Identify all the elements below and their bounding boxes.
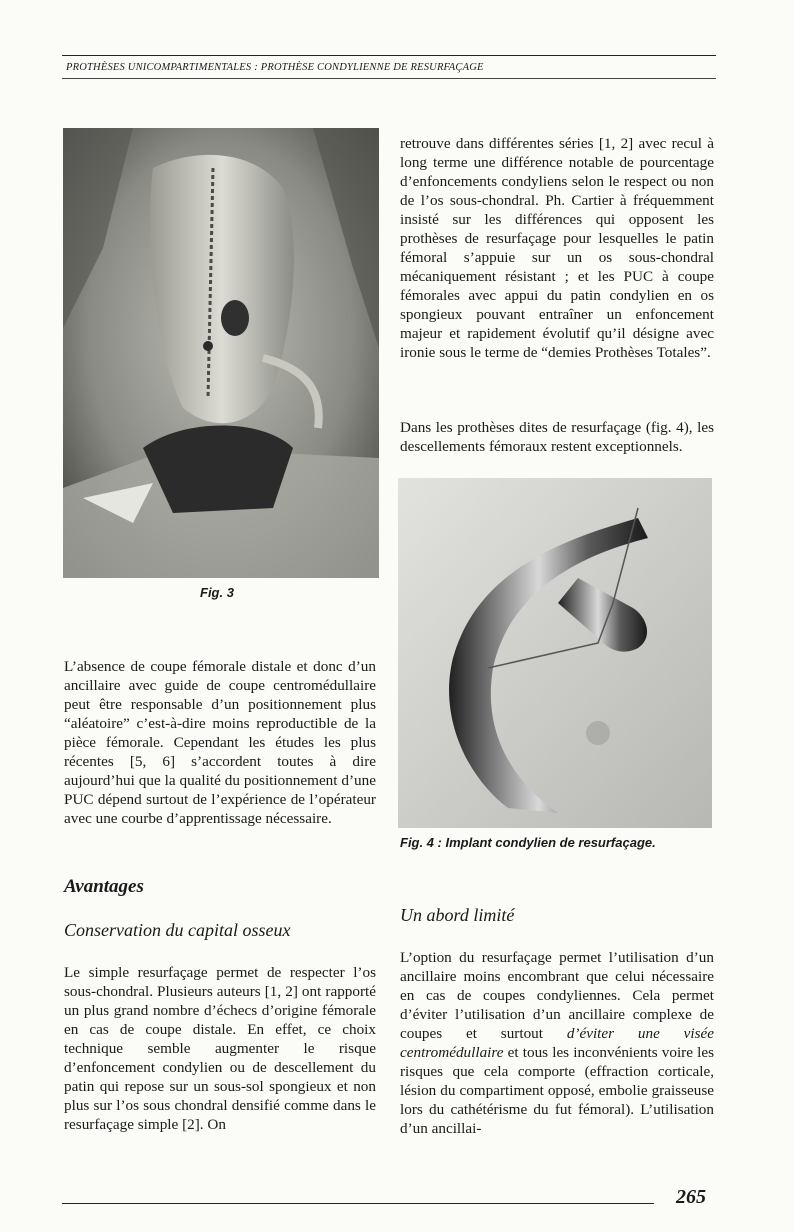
paragraph-text: Le simple resurfaçage permet de respecter l’os sous-chondral. Plusieurs auteurs [1, 2] ont rapporté un plus grand nombre d’échecs d’origine fémorale en cas de coupe distale. En effet, ce choix technique semble augmenter le risque d’enfoncement condylien ou de descellement du patin qui repose sur un sous-sol spongieux et non plus sur l’os sous chondral densifié comme dans le resurfaçage simple [2]. On: [64, 964, 376, 1133]
paragraph-text: retrouve dans différentes séries [1, 2] avec recul à long terme une différence notable de pourcentage d’enfoncements condyliens selon le respect ou non de l’os sous-chondral. Ph. Cartier à fréquemment insisté sur les différences qui opposent les prothèses de resurfaçage pour lesquelles le patin fémoral s’appuie sur un os sous-chondral mécaniquement résistant ; et les PUC à coupe fémorales avec appui du patin condylien en os spongieux pouvant entraîner un enfoncement majeur et rapidement évolutif qu’il désigne avec ironie sous le terme de “demies Prothèses Totales”.: [400, 135, 714, 361]
right-column-paragraph-2: [400, 418, 714, 456]
figure-4-caption: Fig. 4 : Implant condylien de resurfaçage.: [400, 835, 656, 850]
section-title: Avantages: [64, 876, 144, 897]
paragraph-text: L’absence de coupe fémorale distale et donc d’un ancillaire avec guide de coupe centromédullaire peut être responsable d’un positionnement plus “aléatoire” c’est-à-dire moins reproductible de la pièce fémorale. Cependant les études les plus récentes [5, 6] s’accordent toutes à dire aujourd’hui que la qualité du positionnement d’une PUC dépend surtout de l’expérience de l’opérateur avec une courbe d’apprentissage nécessaire.: [64, 658, 376, 827]
paragraph-text-emphasis: d’éviter une visée centromédullaire: [400, 1025, 714, 1061]
paragraph-text: Dans les prothèses dites de resurfaçage (fig. 4), les descellements fémoraux restent exceptionnels.: [400, 419, 714, 455]
header-rule-top: [62, 55, 716, 56]
paragraph-text: [400, 948, 714, 1138]
right-column-paragraph-1: [400, 134, 714, 362]
subsection-title-left: Conservation du capital osseux: [64, 920, 291, 940]
header-rule-bottom: [62, 78, 716, 79]
paragraph-text-part-1: L’option du resurfaçage permet l’utilisation d’un ancillaire moins encombrant que celui nécessaire en cas de coupes condyliennes. Cela permet d’éviter l’utilisation d’un ancillaire complexe de coupes et surtout: [400, 949, 714, 1042]
paragraph-text-part-2: et tous les inconvénients voire les risques que cela comporte (effraction corticale, lésion du compartiment opposé, embolie graisseuse lors du cathétérisme du fut fémoral). L’utilisation d’un ancillai-: [400, 1044, 714, 1137]
figure-3-caption: Fig. 3: [200, 585, 234, 600]
figure-4-photo: [398, 478, 712, 828]
subsection-title-right: Un abord limité: [400, 905, 515, 925]
running-head: PROTHÈSES UNICOMPARTIMENTALES : PROTHÈSE CONDYLIENNE DE RESURFAÇAGE: [66, 62, 484, 73]
left-column-paragraph-2: [64, 963, 376, 1134]
left-column-paragraph-1: [64, 657, 376, 828]
page-number: 265: [676, 1186, 706, 1208]
footer-rule: [62, 1203, 654, 1204]
figure-3-photo: [63, 128, 379, 578]
right-column-paragraph-3: [400, 948, 714, 1138]
